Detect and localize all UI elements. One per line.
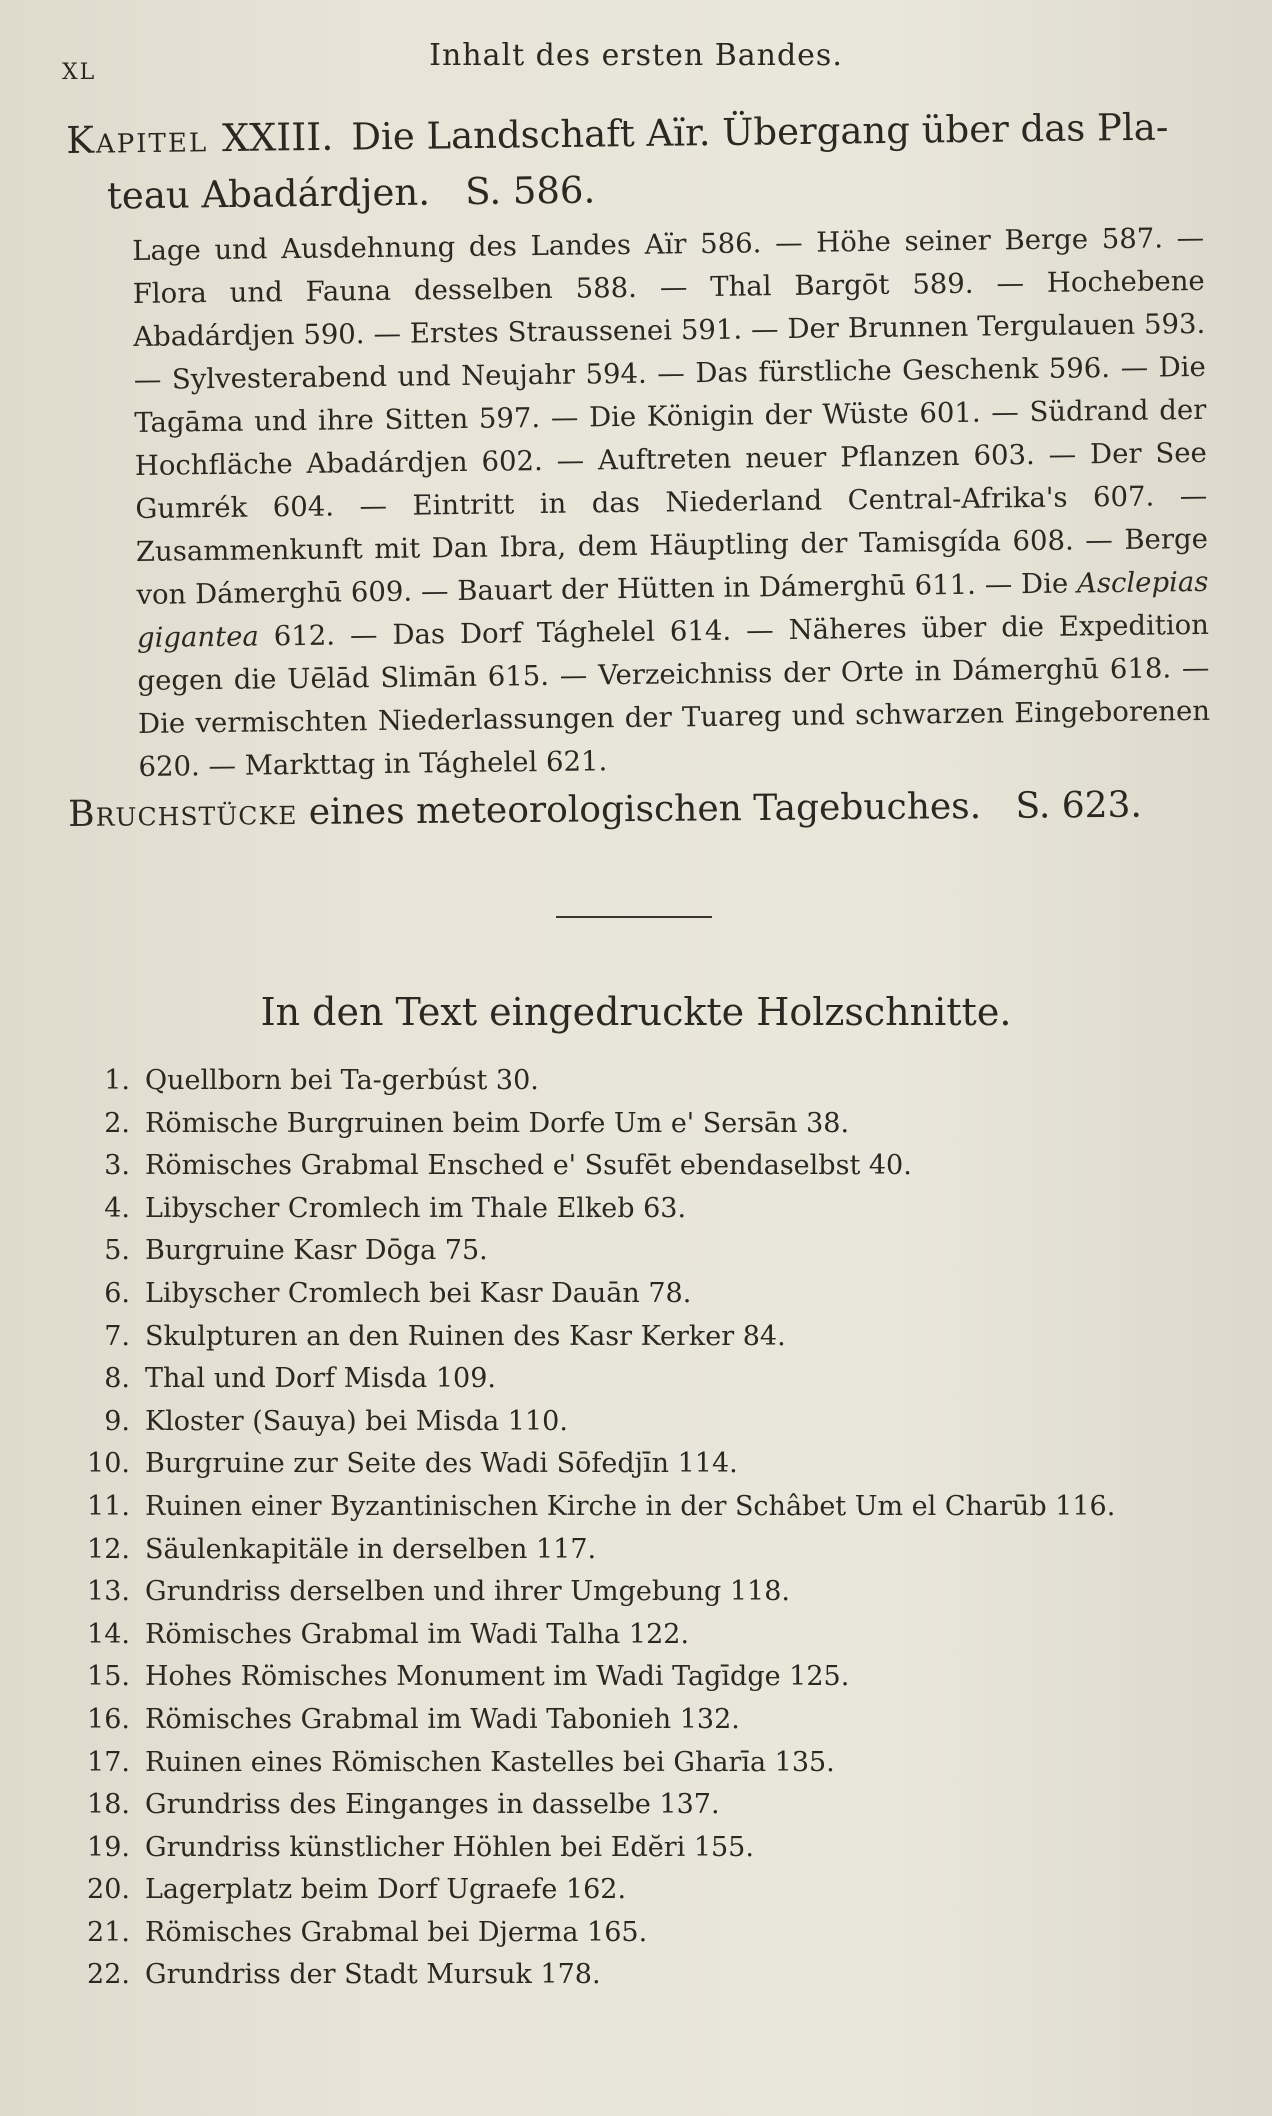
list-item-text: Kloster (Sauya) bei Misda 110. <box>145 1405 568 1437</box>
list-item-number: 21. <box>87 1916 130 1948</box>
list-item-text: Grundriss der Stadt Mursuk 178. <box>145 1959 601 1991</box>
chapter-title-line2-wrap <box>67 155 1218 225</box>
summary-text-part2: 612. — Das Dorf Tághelel 614. — Näheres über die Expedition gegen die Uēlād Slimān 615. — Verzeichniss der Orte in Dámerghū 618. — Die vermischten Niederlassungen der Tuareg und schwarzen Eingeborenen 620. — Markttag in Tághelel 621. <box>137 608 1211 783</box>
list-item <box>76 1614 1226 1657</box>
fragment-heading <box>68 784 1208 835</box>
list-item-text: Burgruine Kasr Dōga 75. <box>145 1235 488 1267</box>
list-item <box>76 1230 1226 1273</box>
list-item-number: 5. <box>104 1235 130 1267</box>
fragment-text: eines meteorologischen Tagebuches. <box>308 786 982 833</box>
list-item-number: 12. <box>87 1533 130 1565</box>
list-item-number: 17. <box>87 1746 130 1778</box>
page-number: XL <box>62 60 97 85</box>
list-item-number: 19. <box>87 1831 130 1863</box>
list-item-text: Römisches Grabmal im Wadi Talha 122. <box>145 1618 690 1650</box>
list-item <box>76 1742 1226 1785</box>
list-item <box>76 1954 1226 1997</box>
list-item-text: Römisches Grabmal Ensched e' Ssufēt ebendaselbst 40. <box>145 1150 912 1182</box>
list-item <box>76 1358 1226 1401</box>
list-item <box>76 1699 1226 1742</box>
chapter-number: XXIII. <box>221 114 334 161</box>
list-item-number: 10. <box>87 1448 130 1480</box>
list-item-text: Ruinen eines Römischen Kastelles bei Gharīa 135. <box>145 1746 835 1778</box>
list-item-text: Thal und Dorf Misda 109. <box>145 1363 496 1395</box>
list-item-number: 2. <box>104 1107 130 1139</box>
summary-text-part1: Lage und Ausdehnung des Landes Aïr 586. — Höhe seiner Berge 587. — Flora und Fauna desselben 588. — Thal Bargōt 589. — Hochebene Abadárdjen 590. — Erstes Straussenei 591. — Der Brunnen Tergulauen 593. — Sylvesterabend und Neujahr 594. — Das fürstliche Geschenk 596. — Die Tagāma und ihre Sitten 597. — Die Königin der Wüste 601. — Südrand der Hochfläche Abadárdjen 602. — Auftreten neuer Pflanzen 603. — Der See Gumrék 604. — Eintritt in das Niederland Central-Afrika's 607. — Zusammenkunft mit Dan Ibra, dem Häuptling der Tamisgída 608. — Berge von Dámerghū 609. — Bauart der Hütten in Dámerghū 611. — Die <box>132 221 1209 611</box>
list-item-number: 9. <box>104 1405 130 1437</box>
list-item <box>76 1571 1226 1614</box>
woodcuts-title: In den Text eingedruckte Holzschnitte. <box>260 990 1012 1034</box>
list-item-text: Lagerplatz beim Dorf Ugraefe 162. <box>145 1874 627 1906</box>
running-head: Inhalt des ersten Bandes. <box>429 38 843 73</box>
section-divider <box>556 916 712 918</box>
list-item <box>76 1060 1226 1103</box>
summary-italic-species: Asclepias gigantea <box>136 565 1209 654</box>
list-item-number: 14. <box>87 1618 130 1650</box>
list-item <box>76 1273 1226 1316</box>
chapter-summary <box>132 217 1211 789</box>
chapter-page-ref: S. 586. <box>465 168 596 214</box>
list-item-text: Römische Burgruinen beim Dorfe Um e' Sersān 38. <box>145 1107 850 1139</box>
list-item-number: 7. <box>104 1320 130 1352</box>
list-item <box>76 1401 1226 1444</box>
list-item-text: Skulpturen an den Ruinen des Kasr Kerker 84. <box>145 1320 786 1352</box>
list-item-text: Quellborn bei Ta-gerbúst 30. <box>145 1065 539 1096</box>
list-item-text: Libyscher Cromlech bei Kasr Dauān 78. <box>145 1277 692 1309</box>
list-item-text: Hohes Römisches Monument im Wadi Tagīdge 125. <box>145 1661 850 1693</box>
list-item <box>76 1656 1226 1699</box>
list-item-text: Grundriss derselben und ihrer Umgebung 118. <box>145 1576 790 1608</box>
list-item <box>76 1103 1226 1146</box>
list-item <box>76 1316 1226 1359</box>
chapter-label: Kapitel <box>66 117 209 162</box>
list-item <box>76 1486 1226 1529</box>
list-item <box>76 1869 1226 1912</box>
list-item-text: Libyscher Cromlech im Thale Elkeb 63. <box>145 1192 687 1224</box>
list-item-text: Grundriss künstlicher Höhlen bei Edĕri 155. <box>145 1831 754 1863</box>
list-item-text: Ruinen einer Byzantinischen Kirche in der Schâbet Um el Charūb 116. <box>145 1490 1116 1522</box>
list-item-text: Römisches Grabmal bei Djerma 165. <box>145 1916 648 1948</box>
list-item <box>76 1145 1226 1188</box>
list-item-number: 6. <box>104 1277 130 1309</box>
list-item-number: 8. <box>104 1363 130 1395</box>
list-item-number: 22. <box>87 1959 130 1991</box>
fragment-label: Bruchstücke <box>68 791 298 835</box>
list-item-number: 13. <box>87 1576 130 1608</box>
woodcuts-list <box>76 1060 1226 1997</box>
list-item <box>76 1827 1226 1870</box>
list-item-text: Römisches Grabmal im Wadi Tabonieh 132. <box>145 1703 740 1735</box>
chapter-heading <box>66 98 1217 225</box>
list-item-text: Burgruine zur Seite des Wadi Sōfedjīn 114. <box>145 1448 738 1480</box>
list-item-text: Säulenkapitäle in derselben 117. <box>145 1533 597 1565</box>
fragment-page-ref: S. 623. <box>1015 784 1143 827</box>
list-item-number: 4. <box>104 1192 130 1224</box>
list-item-number: 18. <box>87 1789 130 1821</box>
list-item <box>76 1784 1226 1827</box>
chapter-title-line2: teau Abadárdjen. <box>106 170 431 218</box>
list-item-number: 11. <box>87 1490 130 1522</box>
list-item-number: 16. <box>87 1703 130 1735</box>
list-item-number: 1. <box>104 1065 130 1096</box>
list-item-text: Grundriss des Einganges in dasselbe 137. <box>145 1789 720 1821</box>
list-item <box>76 1912 1226 1955</box>
chapter-title-line1: Die Landschaft Aïr. Übergang über das Pla- <box>351 105 1169 159</box>
list-item-number: 15. <box>87 1661 130 1693</box>
list-item-number: 20. <box>87 1874 130 1906</box>
list-item <box>76 1443 1226 1486</box>
list-item <box>76 1529 1226 1572</box>
list-item-number: 3. <box>104 1150 130 1182</box>
list-item <box>76 1188 1226 1231</box>
